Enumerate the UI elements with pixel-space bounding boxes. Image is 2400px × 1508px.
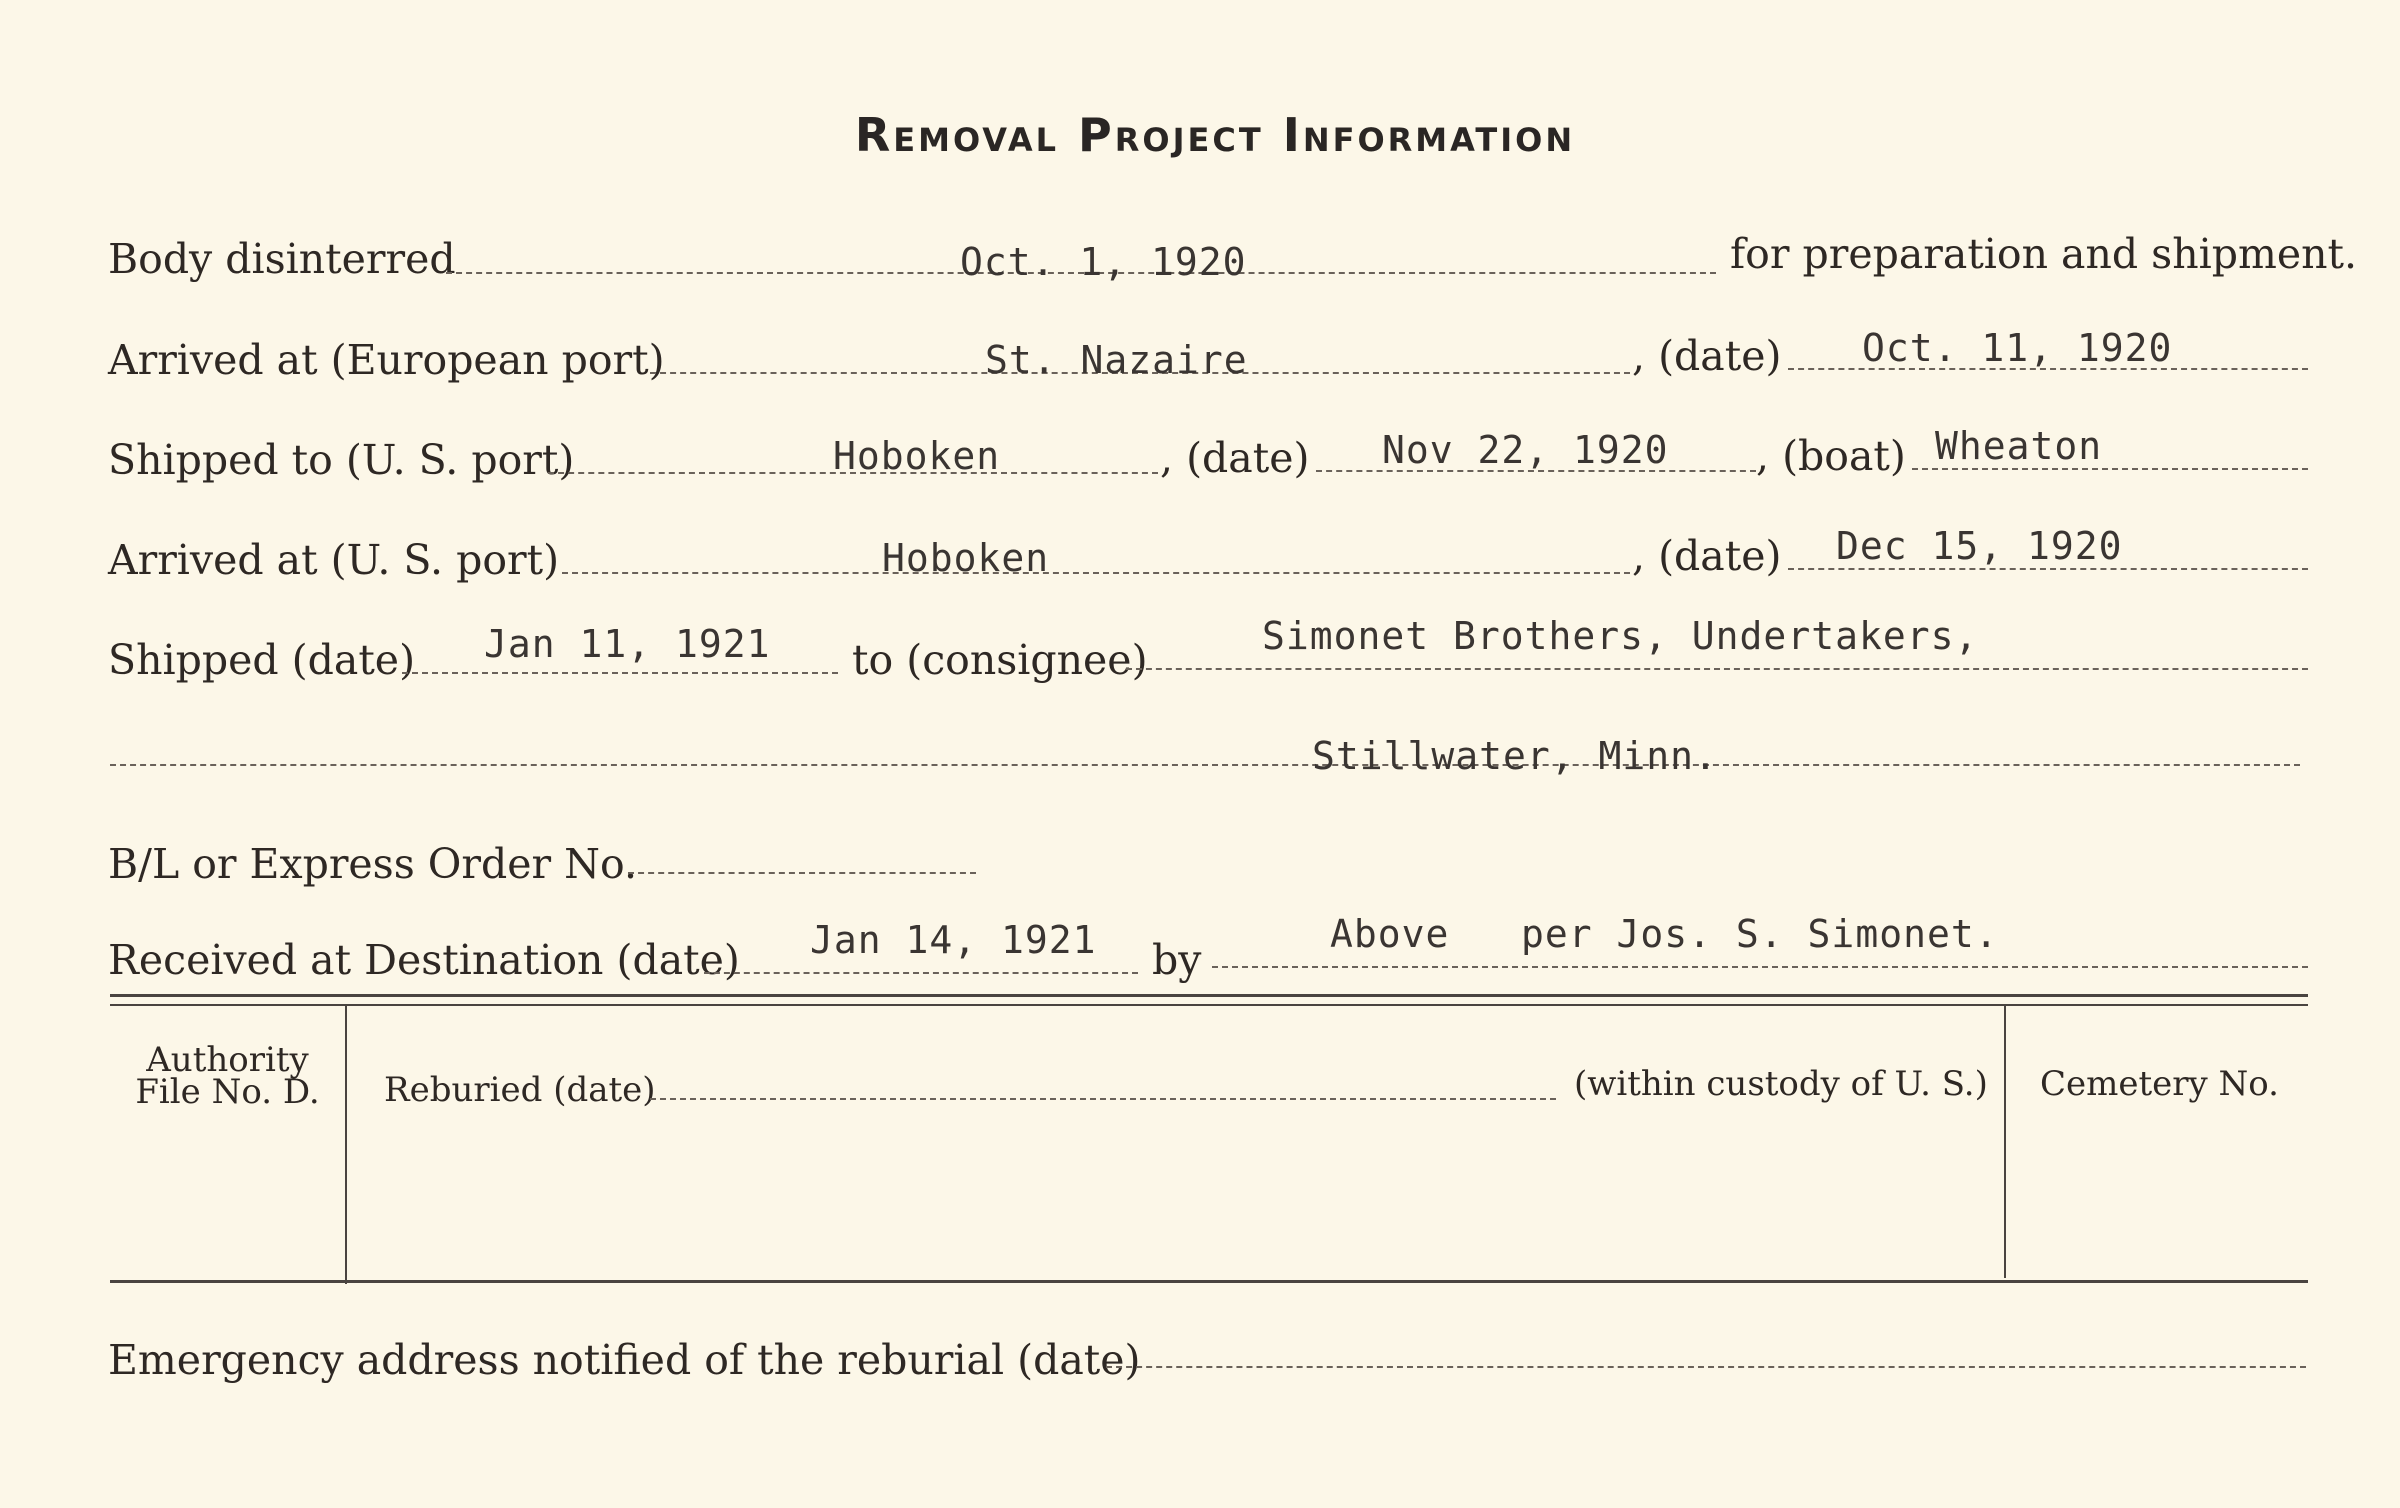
arrived-us-port-value: Hoboken [882, 536, 1050, 580]
bl-line [628, 872, 976, 874]
arrived-us-label: Arrived at (U. S. port) [108, 536, 560, 584]
shipped-us-date-value: Nov 22, 1920 [1382, 428, 1669, 472]
authority-label-1: Authority [146, 1040, 309, 1080]
reburied-label: Reburied (date) [384, 1070, 656, 1110]
custody-label: (within custody of U. S.) [1574, 1064, 1988, 1104]
consignee-line-2 [110, 764, 2300, 766]
card-title: Removal Project Information [854, 108, 1576, 162]
arrived-us-date-line [1788, 568, 2308, 570]
shipped-date-value: Jan 11, 1921 [484, 622, 771, 666]
authority-label-2: File No. D. [135, 1072, 320, 1112]
box-bottom-rule [110, 1280, 2308, 1283]
arrived-eu-date-value: Oct. 11, 1920 [1862, 326, 2173, 370]
arrived-us-date-value: Dec 15, 1920 [1836, 524, 2123, 568]
cemetery-label: Cemetery No. [2040, 1064, 2279, 1104]
received-date-line [704, 972, 1138, 974]
arrived-eu-label: Arrived at (European port) [108, 336, 665, 384]
received-by-line [1212, 966, 2308, 968]
consignee-label: to (consignee) [852, 636, 1148, 684]
shipped-us-date-label: , (date) [1160, 434, 1310, 482]
arrived-us-line [562, 572, 1630, 574]
shipped-us-port-value: Hoboken [833, 434, 1001, 478]
shipped-us-boat-label: , (boat) [1756, 432, 1906, 480]
bl-label: B/L or Express Order No. [108, 840, 638, 888]
box-divider-right [2004, 1006, 2006, 1278]
disinterred-date-value: Oct. 1, 1920 [960, 240, 1247, 284]
received-date-value: Jan 14, 1921 [810, 918, 1097, 962]
arrived-us-date-label: , (date) [1632, 532, 1782, 580]
consignee-value: Simonet Brothers, Undertakers, [1262, 614, 1979, 658]
box-top-rule-2 [110, 1004, 2308, 1006]
shipped-date-line [402, 672, 838, 674]
received-by-value: Above per Jos. S. Simonet. [1330, 912, 1999, 956]
arrived-eu-date-label: , (date) [1632, 332, 1782, 380]
arrived-eu-port-value: St. Nazaire [985, 338, 1248, 382]
consignee-value-2: Stillwater, Minn. [1312, 734, 1718, 778]
received-by-label: by [1152, 936, 1202, 984]
disinterred-label: Body disinterred [108, 235, 456, 283]
box-top-rule-1 [110, 994, 2308, 997]
shipped-us-boat-line [1912, 468, 2308, 470]
received-label: Received at Destination (date) [108, 936, 740, 984]
shipped-us-label: Shipped to (U. S. port) [108, 436, 575, 484]
shipped-date-label: Shipped (date) [108, 636, 416, 684]
shipped-us-boat-value: Wheaton [1935, 424, 2103, 468]
emergency-label: Emergency address notified of the reburial (date) [108, 1336, 1141, 1384]
disinterred-suffix: for preparation and shipment. [1730, 230, 2358, 278]
consignee-line [1126, 668, 2308, 670]
reburied-line [650, 1098, 1556, 1100]
box-divider-left [345, 1006, 347, 1284]
emergency-line [1106, 1366, 2306, 1368]
